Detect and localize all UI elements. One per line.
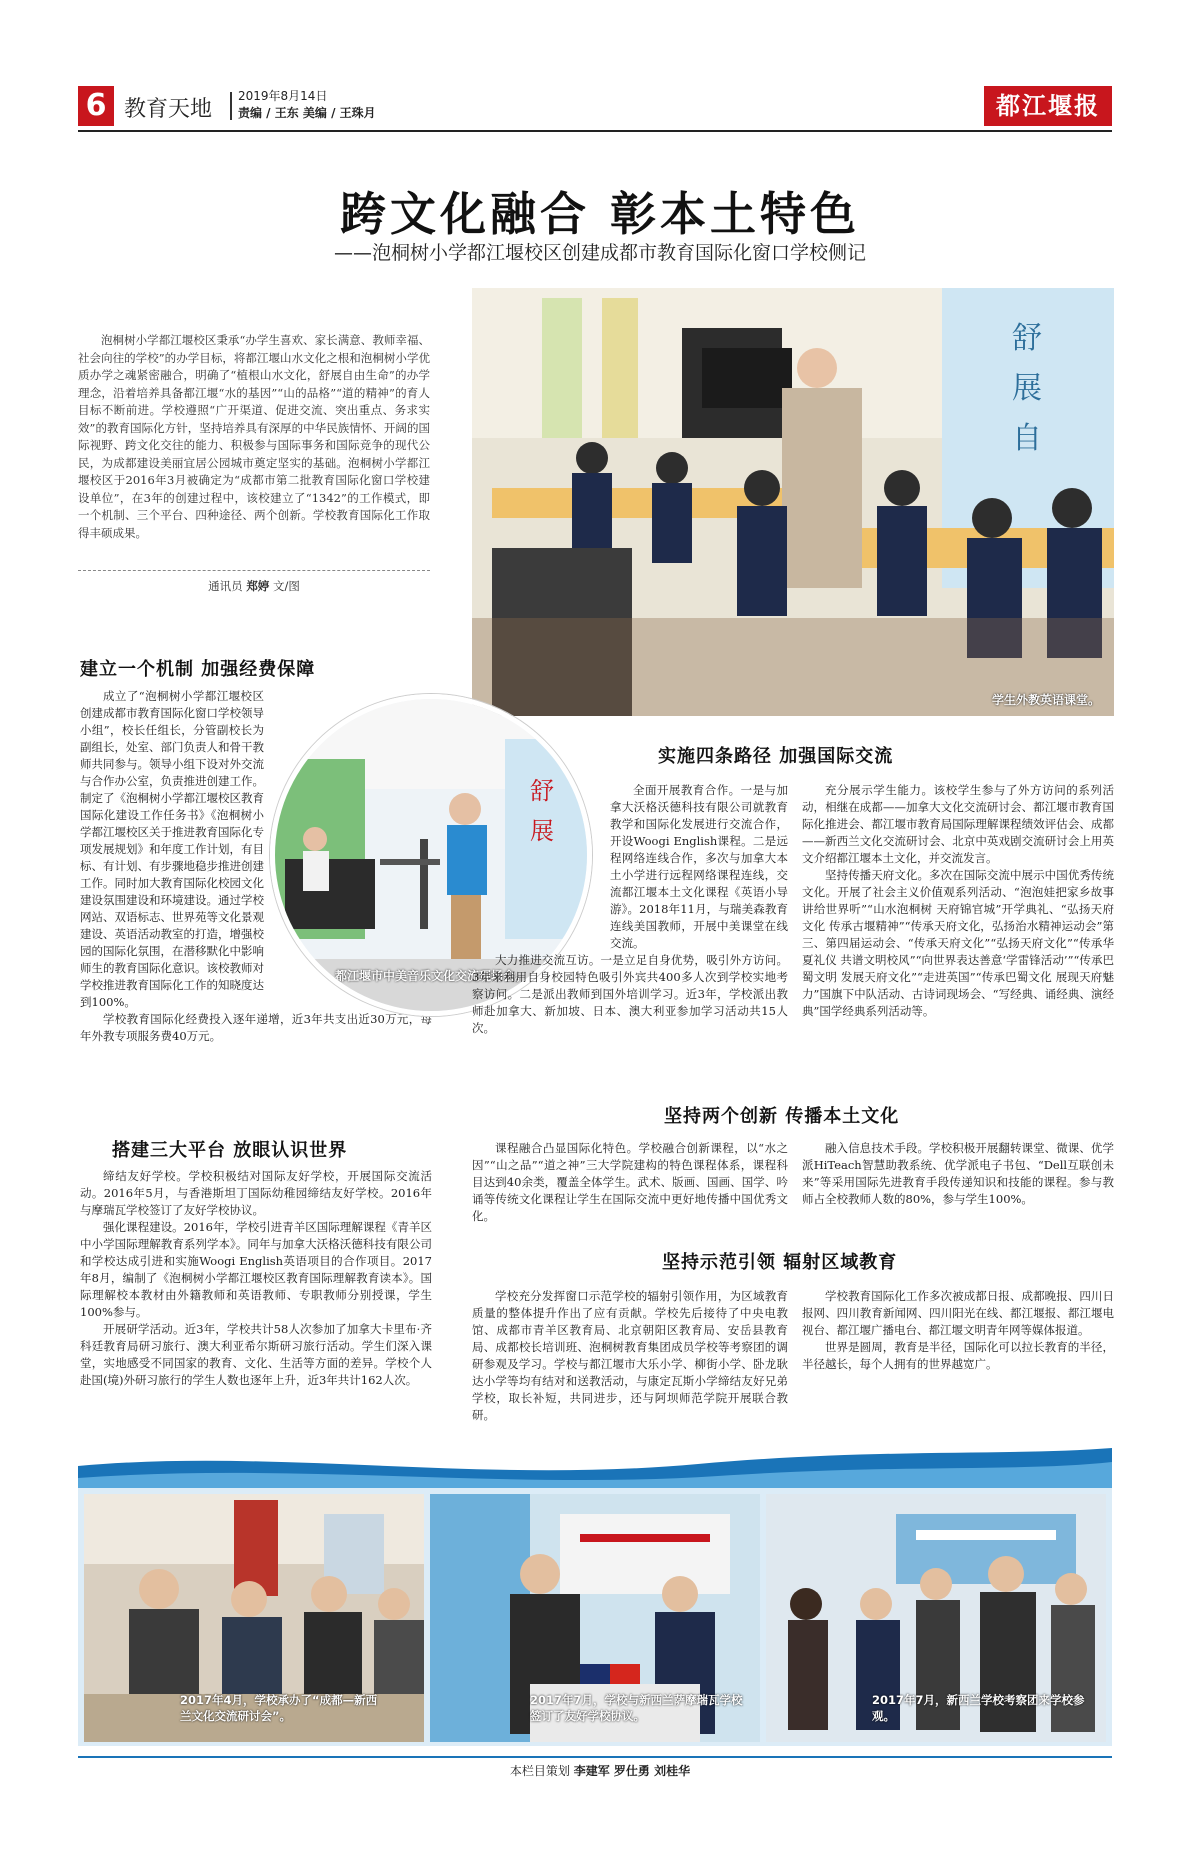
strip-caption-right: 2017年7月，新西兰学校考察团来学校参观。: [872, 1693, 1085, 1723]
svg-text:舒: 舒: [1012, 321, 1042, 356]
section2-col1-paragraph-2: 大力推进交流互访。一是立足自身优势，吸引外方访问。3年来利用自身校园特色吸引外宾共400多人次到学校实地考察访问。二是派出教师到国外培训学习。近3年，学校派出教师赴加拿大、新加坡、日本、澳大利亚参加学习活动共15人次。: [472, 953, 788, 1035]
bottom-rule: [78, 1756, 1112, 1758]
section3-paragraph-1: 缔结友好学校。学校积极结对国际友好学校，开展国际交流活动。2016年5月，与香港斯坦丁国际幼稚园缔结友好学校。2016年与摩瑞瓦学校签订了友好学校协议。: [80, 1169, 432, 1217]
section3-paragraph-3: 开展研学活动。近3年，学校共计58人次参加了加拿大卡里布·齐科廷教育局研习旅行、澳大利亚希尔斯研习旅行活动。学生们深入课堂，实地感受不同国家的教育、文化、生活等方面的差异。学校个人赴国(境)外研习旅行的学生人数也逐年上升，近3年共计162人次。: [80, 1322, 432, 1387]
masthead: [78, 86, 1112, 130]
footer-prefix: 本栏目策划: [509, 1764, 570, 1778]
section5-col1-paragraph: 学校充分发挥窗口示范学校的辐射引领作用，为区域教育质量的整体提升作出了应有贡献。学校先后接待了中央电教馆、成都市青羊区教育局、北京朝阳区教育局、安岳县教育局、成都校长培训班、泡桐树教育集团成员学校等考察团的调研参观及学习。学校与都江堰市大乐小学、柳街小学、卧龙耿达小学等均有结对和送教活动，与康定瓦斯小学缔结友好兄弟学校，取长补短，共同进步，还与阿坝师范学院开展联合教研。: [472, 1289, 788, 1422]
section4-col1-paragraph: 课程融合凸显国际化特色。学校融合创新课程，以“水之因”“山之品”“道之神”三大学院建构的特色课程体系，课程科目达到40余类，覆盖全体学生。武术、版画、国画、国学、吟诵等传统文化课程让学生在国际交流中更好地传播中国优秀文化。: [472, 1141, 788, 1223]
section3-paragraph-2: 强化课程建设。2016年，学校引进青羊区国际理解课程《青羊区中小学国际理解教育系列学本》。同年与加拿大沃格沃德科技有限公司和学校达成引进和实施Woogi English英语项目的合作项目。2017年8月，编制了《泡桐树小学都江堰校区教育国际理解教育读本》。国际理解校本教材由外籍教师和英语教师、专职教师分别授课，学生100%参与。: [80, 1220, 432, 1319]
strip-photo-right: [766, 1494, 1106, 1742]
strip-caption-left: 2017年4月，学校承办了“成都—新西兰文化交流研讨会”。: [180, 1693, 378, 1723]
wave-band: [78, 1448, 1112, 1490]
byline-author: 郑婷: [246, 579, 270, 593]
byline-prefix: 通讯员: [208, 579, 243, 593]
section5-col2-paragraph-1: 学校教育国际化工作多次被成都日报、成都晚报、四川日报网、四川教育新闻网、四川阳光在线、都江堰报、都江堰电视台、都江堰广播电台、都江堰文明青年网等媒体报道。: [802, 1289, 1114, 1337]
masthead-meta: [238, 88, 376, 122]
footer-credits: [0, 1762, 1200, 1779]
photo-strip: [78, 1488, 1112, 1746]
classroom-photo-image: [472, 288, 1114, 716]
section5-heading: 坚持示范引领 辐射区域教育: [662, 1252, 898, 1273]
intro-paragraph: 泡桐树小学都江堰校区秉承“办学生喜欢、家长满意、教师幸福、社会向往的学校”的办学目标，将都江堰山水文化之根和泡桐树小学优质办学之魂紧密融合，明确了“植根山水文化，舒展自由生命”的办学理念，沿着培养具备都江堰“水的基因”“山的品格”“道的精神”的育人目标不断前进。学校遵照“广开渠道、促进交流、突出重点、务求实效”的教育国际化方针，坚持培养具有深厚的中华民族情怀、开阔的国际视野、跨文化交往的能力、积极参与国际事务和国际竞争的现代公民，为成都建设美丽宜居公园城市奠定坚实的基础。泡桐树小学都江堰校区于2016年3月被确定为“成都市第二批教育国际化窗口学校建设单位”，在3年的创建过程中，该校建立了“1342”的工作模式，即一个机制、三个平台、四种途径、两个创新。学校教育国际化工作取得丰硕成果。: [78, 333, 430, 540]
section2-col2-paragraph-2: 坚持传播天府文化。多次在国际交流中展示中国优秀传统文化。开展了社会主义价值观系列活动、“泡泡娃把家乡故事讲给世界听”“山水泡桐树 天府锦官城”开学典礼、“弘扬天府文化 传承古堰精神”“传承天府文化，弘扬治水精神运动会”第三、第四届运动会、“传承天府文化”“弘扬天府文化”“传承华夏礼仪 共谱文明校风”“向世界表达善意‘学雷锋活动’”“传承巴蜀文明 发展天府文化”“走进英国”“传承巴蜀文化 展现天府魅力”国旗下中队活动、古诗词现场会、“写经典、诵经典、演经典”国学经典系列活动等。: [802, 868, 1114, 1018]
section3-body: [80, 1168, 432, 1389]
classroom-photo: [472, 288, 1114, 716]
masthead-divider: [230, 92, 232, 120]
footer-names: 李建军 罗仕勇 刘桂华: [573, 1764, 691, 1778]
strip-photo-middle: [430, 1494, 760, 1742]
section-name: 教育天地: [124, 97, 213, 122]
section1-heading: 建立一个机制 加强经费保障: [80, 659, 316, 680]
section1-paragraph-2: 学校教育国际化经费投入逐年递增，近3年共支出近30万元，每年外教专项服务费40万元。: [80, 1012, 432, 1043]
issue-date: 2019年8月14日: [238, 89, 328, 103]
section5-column-2: [802, 1288, 1114, 1373]
section4-col2-paragraph: 融入信息技术手段。学校积极开展翻转课堂、微课、优学派HiTeach智慧助教系统、优学派电子书包、“Dell互联创未来”等采用国际先进教育手段传递知识和技能的课程。参与教师占全校教师人数的80%，参与学生100%。: [802, 1141, 1114, 1206]
classroom-caption: 学生外教英语课堂。: [991, 693, 1100, 707]
byline: [78, 578, 430, 594]
svg-text:自: 自: [1012, 421, 1042, 456]
paper-logo: 都江堰报: [984, 86, 1112, 126]
svg-text:展: 展: [530, 817, 554, 845]
section4-heading: 坚持两个创新 传播本土文化: [664, 1106, 900, 1127]
headline: 跨文化融合 彰本土特色: [339, 187, 860, 241]
section2-heading: 实施四条路径 加强国际交流: [658, 746, 894, 767]
intro-divider: [78, 570, 430, 571]
strip-photo-left: [84, 1494, 424, 1742]
section5-col2-paragraph-2: 世界是圆周，教育是半径，国际化可以拉长教育的半径，半径越长，每个人拥有的世界越宽广。: [802, 1340, 1114, 1371]
svg-text:舒: 舒: [530, 777, 554, 805]
byline-suffix: 文/图: [272, 579, 300, 593]
section1-paragraph-1: 成立了“泡桐树小学都江堰校区创建成都市教育国际化窗口学校领导小组”，校长任组长，分管副校长为副组长，处室、部门负责人和骨干教师共同参与。领导小组下设对外交流与合作办公室，负责推进创建工作。制定了《泡桐树小学都江堰校区教育国际化建设工作任务书》《泡桐树小学都江堰校区关于推进教育国际化专项发展规划》和年度工作计划，有目标、有计划、有步骤地稳步推进创建工作。同时加大教育国际化校园文化建设氛围建设和环境建设。通过学校网站、双语标志、世界苑等文化景观建设、英语活动教室的打造，增强校园的国际化氛围，在潜移默化中影响师生的教育国际化意识。该校教师对学校推进教育国际化工作的知晓度达到100%。: [80, 689, 264, 1009]
section2-col2-paragraph-1: 充分展示学生能力。该校学生参与了外方访问的系列活动，相继在成都——加拿大文化交流研讨会、都江堰市教育国际化推进会、都江堰市教育局国际理解课程绩效评估会、成都——新西兰文化交流研讨会、北京中英戏剧交流研讨会上用英文介绍都江堰本土文化，并交流发言。: [802, 783, 1114, 865]
masthead-rule: [78, 130, 1112, 132]
section4-column-2: [802, 1140, 1114, 1208]
music-caption: 都江堰市中美音乐文化交流现场会。: [335, 969, 528, 983]
section4-column-1: [472, 1140, 788, 1225]
section2-column-1: [472, 782, 788, 1037]
section3-heading: 搭建三大平台 放眼认识世界: [112, 1140, 348, 1161]
section2-column-2: [802, 782, 1114, 1020]
section5-column-1: [472, 1288, 788, 1424]
subheadline: ——泡桐树小学都江堰校区创建成都市教育国际化窗口学校侧记: [333, 242, 866, 264]
section2-col1-paragraph-1: 全面开展教育合作。一是与加拿大沃格沃德科技有限公司就教育教学和国际化发展进行交流合作，开设Woogi English课程。二是远程网络连线合作，多次与加拿大本土小学进行远程网络课程连线，交流都江堰本土文化课程《英语小导游》。2018年11月，与瑞美森教育连线美国教师，开展中美课堂在线交流。: [610, 783, 788, 950]
strip-caption-middle: 2017年7月，学校与新西兰萨摩瑞瓦学校签订了友好学校协议。: [530, 1693, 743, 1723]
page-number: 6: [78, 86, 114, 126]
editors: 责编 / 王东 美编 / 王珠月: [238, 106, 376, 120]
svg-text:展: 展: [1012, 371, 1042, 406]
